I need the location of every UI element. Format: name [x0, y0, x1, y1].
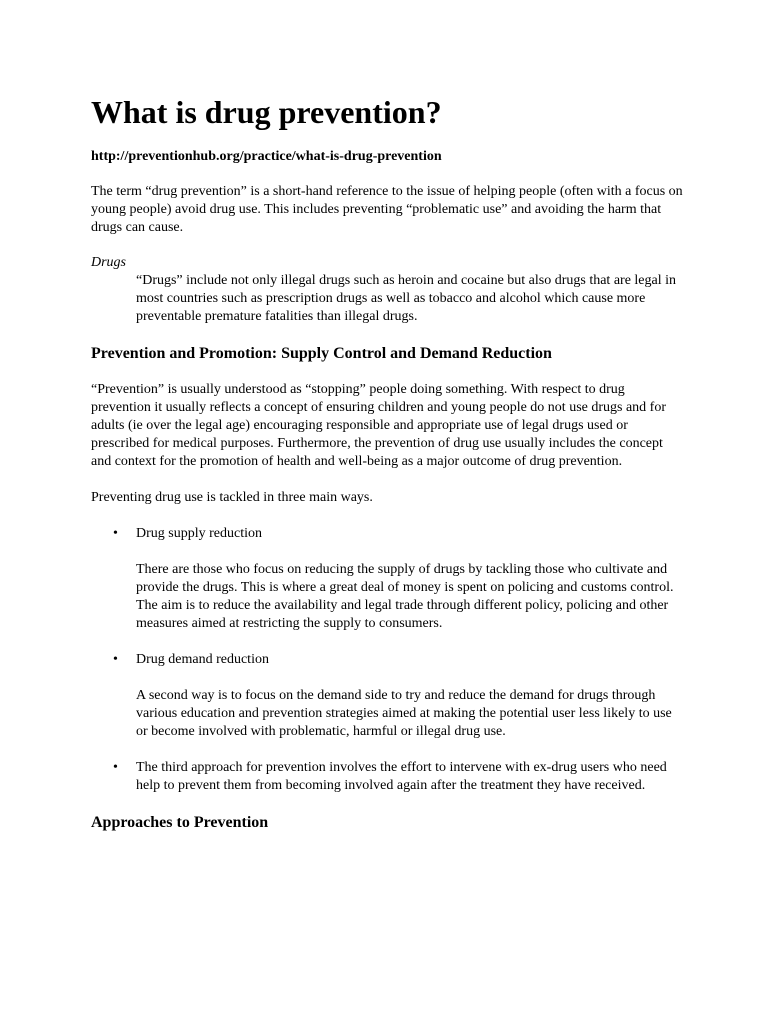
list-item-title: Drug supply reduction	[136, 526, 262, 541]
document-page	[91, 94, 691, 834]
source-url: http://preventionhub.org/practice/what-is-drug-prevention	[91, 149, 442, 164]
drugs-term: Drugs	[91, 255, 127, 270]
list-item	[91, 525, 681, 633]
approaches-list	[91, 525, 691, 795]
ways-intro: Preventing drug use is tackled in three main ways.	[91, 490, 373, 505]
document-title: What is drug prevention?	[91, 94, 442, 130]
list-item	[91, 759, 681, 795]
list-item	[91, 651, 681, 741]
prevention-paragraph: “Prevention” is usually understood as “stopping” people doing something. With respect to drug prevention it usually reflects a concept of ensuring children and young people do not use drugs and for adults (ie over the legal age) encouraging responsible and appropriate use of legal drugs used or prescribed for medical purposes. Furthermore, the prevention of drug use usually includes the concept and context for the promotion of health and well-being as a major outcome of drug prevention.	[91, 382, 667, 469]
list-item-title: Drug demand reduction	[136, 652, 269, 667]
list-item-title: The third approach for prevention involves the effort to intervene with ex-drug users who need help to prevent them from becoming involved again after the treatment they have received.	[136, 760, 667, 793]
intro-paragraph: The term “drug prevention” is a short-hand reference to the issue of helping people (often with a focus on young people) avoid drug use. This includes preventing “problematic use” and avoiding the harm that drugs can cause.	[91, 184, 683, 235]
bullet-icon: •	[113, 526, 118, 541]
section-heading-approaches: Approaches to Prevention	[91, 814, 269, 831]
list-item-text: A second way is to focus on the demand side to try and reduce the demand for drugs through various education and prevention strategies aimed at making the potential user less likely to use or become involved with problematic, harmful or illegal drug use.	[136, 688, 672, 739]
section-heading-prevention-promotion: Prevention and Promotion: Supply Control and Demand Reduction	[91, 345, 552, 362]
list-item-text: There are those who focus on reducing the supply of drugs by tackling those who cultivate and provide the drugs. This is where a great deal of money is spent on policing and customs control. The aim is to reduce the availability and legal trade through different policy, policing and other measures aimed at restricting the supply to consumers.	[136, 562, 674, 631]
bullet-icon: •	[113, 760, 118, 775]
drugs-definition: “Drugs” include not only illegal drugs such as heroin and cocaine but also drugs that are legal in most countries such as prescription drugs as well as tobacco and alcohol which cause more preventable premature fatalities than illegal drugs.	[136, 273, 677, 324]
bullet-icon: •	[113, 652, 118, 667]
